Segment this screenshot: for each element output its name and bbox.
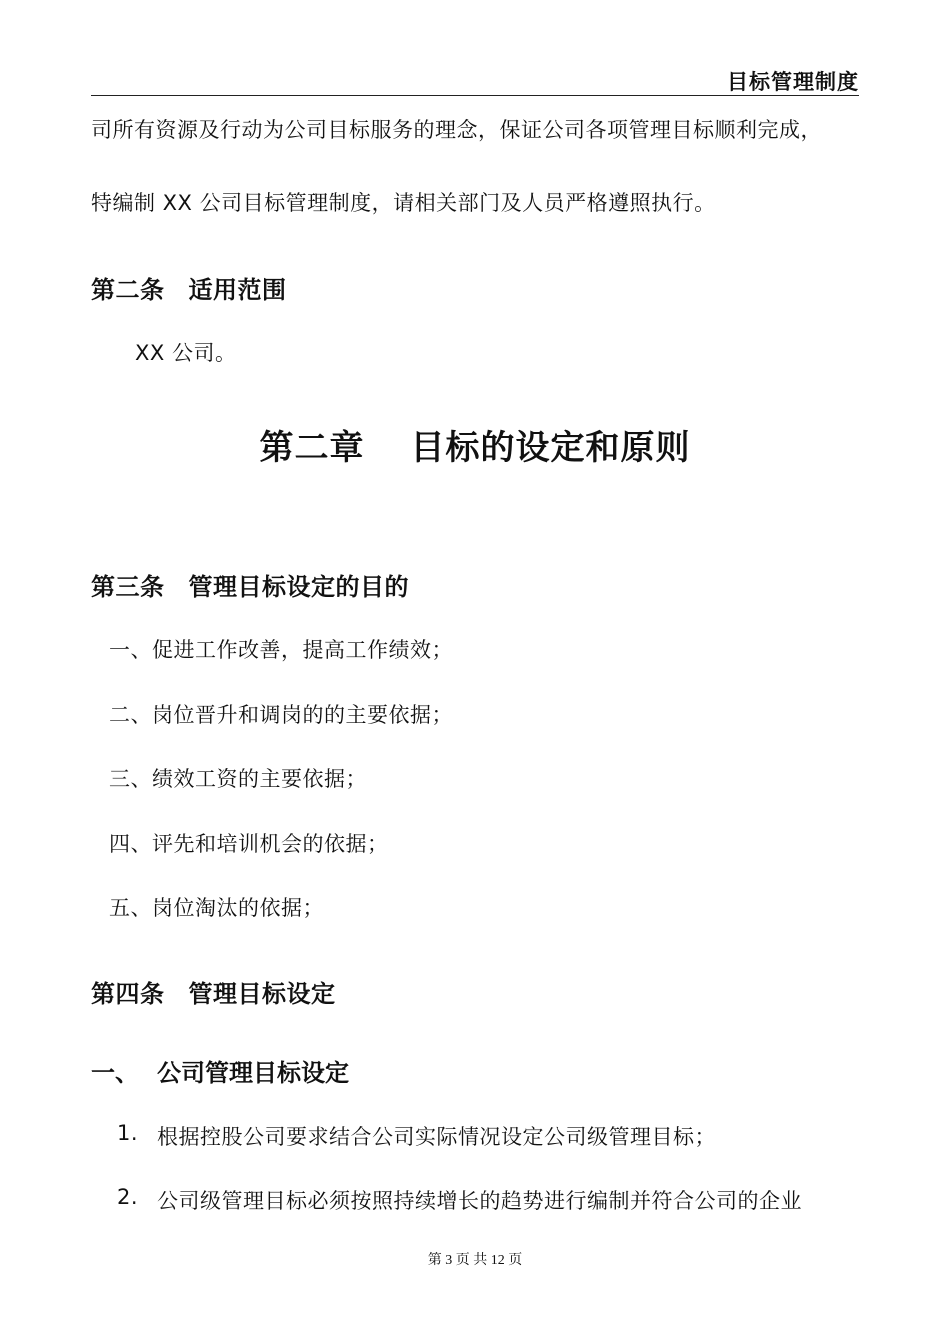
chapter-number: 第二章 xyxy=(259,428,365,468)
article-3-title: 管理目标设定的目的 xyxy=(188,573,409,601)
list-item: 一、促进工作改善，提高工作绩效； xyxy=(109,638,453,662)
chapter-heading xyxy=(0,420,950,469)
intro-line-2: 特编制 XX 公司目标管理制度，请相关部门及人员严格遵照执行。 xyxy=(91,191,716,215)
article-4-title: 管理目标设定 xyxy=(188,980,336,1008)
section-1-marker: 一、 xyxy=(91,1059,139,1087)
item-number: 2. xyxy=(117,1185,139,1209)
article-2-content: XX 公司。 xyxy=(135,341,237,365)
article-4-heading xyxy=(91,974,336,1009)
section-1-heading xyxy=(91,1053,349,1088)
article-3-number: 第三条 xyxy=(91,573,165,601)
header-title: 目标管理制度 xyxy=(727,70,859,94)
page-footer: 第 3 页 共 12 页 xyxy=(427,1253,523,1268)
article-2-heading xyxy=(91,270,287,305)
item-text: 根据控股公司要求结合公司实际情况设定公司级管理目标； xyxy=(157,1125,716,1149)
header-rule xyxy=(91,95,859,96)
article-4-number: 第四条 xyxy=(91,980,165,1008)
chapter-title: 目标的设定和原则 xyxy=(410,428,691,468)
article-3-heading xyxy=(91,567,409,602)
list-item: 五、岗位淘汰的依据； xyxy=(109,896,324,920)
article-2-number: 第二条 xyxy=(91,276,165,304)
item-text: 公司级管理目标必须按照持续增长的趋势进行编制并符合公司的企业 xyxy=(157,1189,802,1213)
list-item: 二、岗位晋升和调岗的的主要依据； xyxy=(109,703,453,727)
item-number: 1. xyxy=(117,1121,139,1145)
list-item: 三、绩效工资的主要依据； xyxy=(109,767,367,791)
article-2-title: 适用范围 xyxy=(188,276,287,304)
section-1-title: 公司管理目标设定 xyxy=(157,1059,349,1087)
list-item: 四、评先和培训机会的依据； xyxy=(109,832,389,856)
intro-line-1: 司所有资源及行动为公司目标服务的理念，保证公司各项管理目标顺利完成， xyxy=(91,118,822,142)
